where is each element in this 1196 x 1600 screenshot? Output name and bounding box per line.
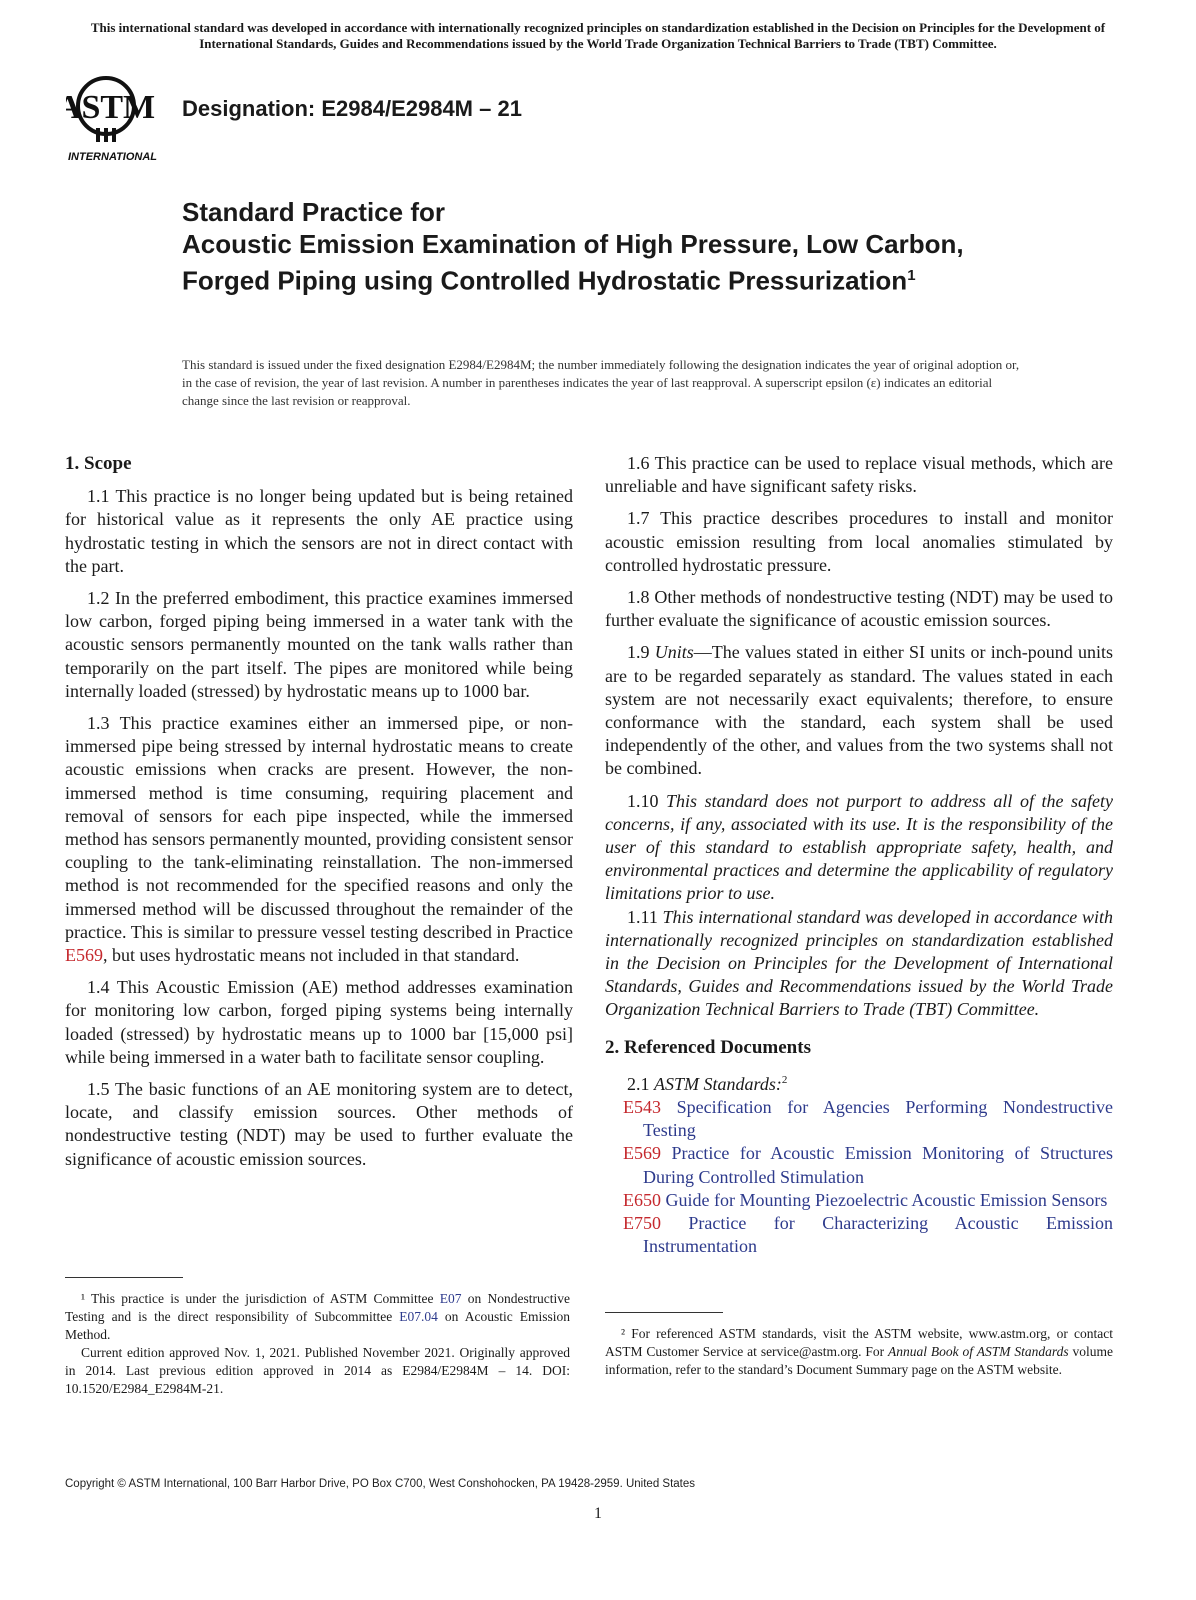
section-heading-scope: 1. Scope <box>65 453 132 474</box>
footnote-2-para <box>605 1325 1113 1379</box>
reference-code[interactable]: E750 <box>623 1213 661 1234</box>
reference-title[interactable]: Practice for Characterizing Acoustic Emission Instrumentation <box>643 1213 1113 1257</box>
document-title <box>182 196 1032 297</box>
footnote-divider-right <box>605 1312 723 1313</box>
para-1-7: 1.7 This practice describes procedures to install and monitor acoustic emission resulting from local anomalies stimulated by controlled hydrostatic pressure. <box>605 508 1113 575</box>
left-column <box>65 452 573 1180</box>
footnote-1-text-a: ¹ This practice is under the jurisdiction of ASTM Committee <box>81 1291 440 1306</box>
reference-item-e569[interactable] <box>623 1142 1113 1188</box>
reference-item-e750[interactable] <box>623 1212 1113 1258</box>
copyright-notice: Copyright © ASTM International, 100 Barr Harbor Drive, PO Box C700, West Conshohocken, PA 19428-2959. United States <box>65 1478 696 1490</box>
title-line2: Acoustic Emission Examination of High Pressure, Low Carbon, Forged Piping using Controlled Hydrostatic Pressurization <box>182 229 964 296</box>
reference-code[interactable]: E569 <box>623 1143 661 1164</box>
para-1-9-text: —The values stated in either SI units or inch-pound units are to be regarded separately as standard. The values stated in each system are not necessarily exact equivalents; therefore, to ensure conformance with the standard, each system shall be used independently of the other, and values from the two systems shall not be combined. <box>605 642 1114 779</box>
title-line1: Standard Practice for <box>182 197 445 227</box>
reference-list <box>605 1096 1113 1258</box>
astm-standards-label <box>605 1069 1113 1096</box>
footnote-1-text-c: on Acoustic Emission Method. <box>65 1309 570 1342</box>
para-1-4: 1.4 This Acoustic Emission (AE) method addresses examination for monitoring low carbon, forged piping systems being internally loaded (stressed) by hydrostatic means up to 1000 bar [15,000 psi] while being immersed in a water bath to facilitate sensor coupling. <box>65 977 573 1067</box>
para-1-11-num: 1.11 <box>627 906 663 927</box>
reference-item-e650[interactable] <box>623 1189 1113 1212</box>
reference-code[interactable]: E650 <box>623 1189 661 1210</box>
std-footnote-ref: 2 <box>781 1073 788 1086</box>
logo-letters: ASTM <box>66 89 156 126</box>
tbt-notice: This international standard was developed in accordance with internationally recognized principles on standardization established in the Decision on Principles for the Development of International Standards, Guides and Recommendations issued by the World Trade Organization Technical Barriers to Trade (TBT) Committee. <box>90 20 1106 51</box>
footnote-1-para <box>65 1290 570 1344</box>
reference-title[interactable]: Practice for Acoustic Emission Monitoring of Structures During Controlled Stimulation <box>643 1143 1113 1187</box>
committee-link-e07[interactable]: E07 <box>439 1291 462 1306</box>
para-1-9-num: 1.9 <box>627 642 655 663</box>
std-label: ASTM Standards: <box>654 1073 782 1094</box>
ref-link-e569[interactable]: E569 <box>65 945 103 966</box>
footnote-1-text-b: on Nondestructive Testing and is the direct responsibility of Subcommittee <box>65 1291 570 1324</box>
footnote-1 <box>65 1290 570 1398</box>
footnote-1-edition: Current edition approved Nov. 1, 2021. Published November 2021. Originally approved in 2014. Last previous edition approved in 2014 as E2984/E2984M – 14. DOI: 10.1520/E2984_E2984M-21. <box>65 1345 570 1396</box>
para-1-6: 1.6 This practice can be used to replace visual methods, which are unreliable and have significant safety risks. <box>605 453 1113 497</box>
para-1-5: 1.5 The basic functions of an AE monitoring system are to detect, locate, and classify emission sources. Other methods of nondestructive testing (NDT) may be used to further evaluate the significance of acoustic emission sources. <box>65 1079 573 1169</box>
para-1-9-units: Units <box>654 642 694 663</box>
title-main <box>182 228 1032 297</box>
footnote-2 <box>605 1325 1113 1379</box>
title-footnote-ref: 1 <box>907 267 916 284</box>
footnote-2-book: Annual Book of ASTM Standards <box>888 1344 1069 1359</box>
reference-title[interactable]: Guide for Mounting Piezoelectric Acoustic Emission Sensors <box>665 1189 1108 1210</box>
subcommittee-link-e07-04[interactable]: E07.04 <box>399 1309 438 1324</box>
section-heading-referenced-documents: 2. Referenced Documents <box>605 1036 811 1058</box>
footnote-divider-left <box>65 1277 183 1278</box>
reference-title[interactable]: Specification for Agencies Performing Nondestructive Testing <box>643 1097 1113 1141</box>
para-1-10-num: 1.10 <box>627 790 667 811</box>
std-num: 2.1 <box>627 1073 654 1094</box>
para-1-10 <box>605 790 1113 906</box>
para-1-2: 1.2 In the preferred embodiment, this practice examines immersed low carbon, forged piping being immersed in a water tank with the acoustic sensors permanently mounted on the tank walls rather than temporarily on the part itself. The pipes are monitored while being internally loaded (stressed) by hydrostatic means up to 1000 bar. <box>65 588 573 701</box>
para-1-3-text-b: , but uses hydrostatic means not included in that standard. <box>103 945 520 966</box>
para-1-3 <box>65 712 573 967</box>
reference-code[interactable]: E543 <box>623 1097 661 1118</box>
para-1-3-text-a: 1.3 This practice examines either an immersed pipe, or non-immersed pipe being stressed by internal hydrostatic means to create acoustic emissions when cracks are present. However, the non-immersed method is time consuming, requiring placement and removal of sensors for each pipe inspected, while the immersed method has sensors permanently mounted, providing consistent sensor coupling to the tank-eliminating reinstallation. The non-immersed method is not recommended for the specified reasons and only the immersed method will be discussed throughout the remainder of the practice. This is similar to pressure vessel testing described in Practice <box>65 713 573 942</box>
footnote-2-text-a: ² For referenced ASTM standards, visit the ASTM website, www.astm.org, or contact ASTM Customer Service at service@astm.org. For <box>605 1326 1113 1359</box>
designation: Designation: E2984/E2984M – 21 <box>182 96 522 121</box>
para-1-1: 1.1 This practice is no longer being updated but is being retained for historical value as it represents the only AE practice using hydrostatic testing in which the sensors are not in direct contact with the part. <box>65 486 573 576</box>
para-1-9 <box>605 641 1113 780</box>
issuance-note: This standard is issued under the fixed designation E2984/E2984M; the number immediately following the designation indicates the year of original adoption or, in the case of revision, the year of last revision. A number in parentheses indicates the year of last reapproval. A superscript epsilon (ε) indicates an editorial change since the last revision or reapproval. <box>182 357 1020 408</box>
right-column <box>605 452 1113 1259</box>
para-1-8: 1.8 Other methods of nondestructive testing (NDT) may be used to further evaluate the significance of acoustic emission sources. <box>605 587 1113 631</box>
page-number: 1 <box>594 1505 602 1522</box>
astm-logo <box>66 70 166 165</box>
logo-subtext: INTERNATIONAL <box>68 151 158 163</box>
para-1-11 <box>605 906 1113 1022</box>
footnote-2-text-b: volume information, refer to the standard’s Document Summary page on the ASTM website. <box>605 1344 1113 1377</box>
para-1-10-text: This standard does not purport to address all of the safety concerns, if any, associated with its use. It is the responsibility of the user of this standard to establish appropriate safety, health, and environmental practices and determine the applicability of regulatory limitations prior to use. <box>605 790 1113 904</box>
reference-item-e543[interactable] <box>623 1096 1113 1142</box>
para-1-11-text: This international standard was developed in accordance with internationally recognized principles on standardization established in the Decision on Principles for the Development of International Standards, Guides and Recommendations issued by the World Trade Organization Technical Barriers to Trade (TBT) Committee. <box>605 906 1113 1020</box>
